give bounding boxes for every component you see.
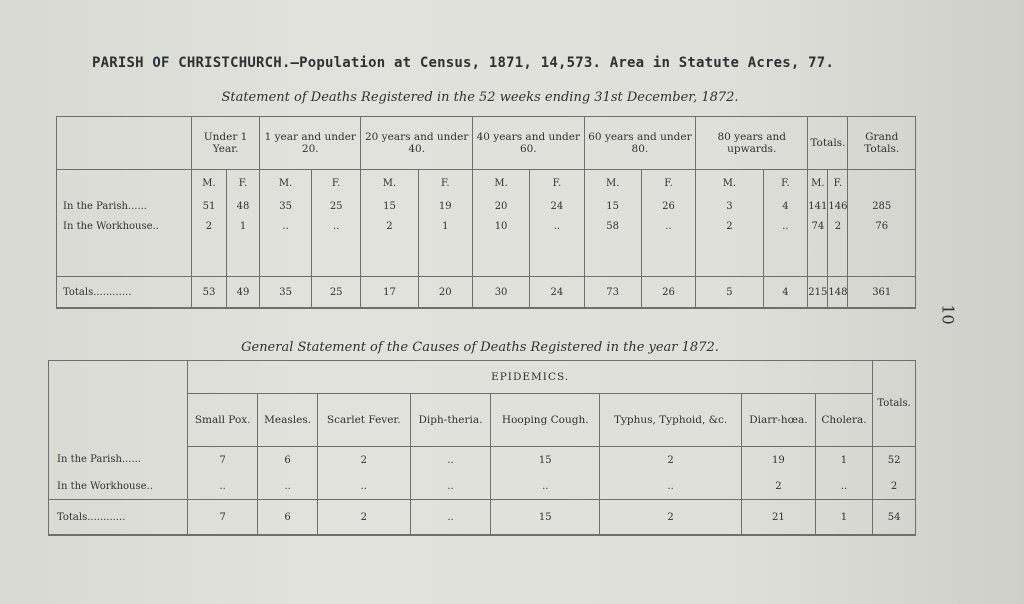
cell: 215 (808, 277, 828, 309)
row-label: In the Parish...... (57, 196, 192, 216)
cell: 25 (312, 196, 361, 216)
cell: 4 (763, 277, 808, 309)
cause-header: Typhus, Typhoid, &c. (600, 394, 742, 447)
sex-header: F. (418, 170, 472, 197)
cell: 15 (584, 196, 641, 216)
cell: 10 (472, 216, 529, 236)
cause-header: Scarlet Fever. (317, 394, 410, 447)
age-header: Under 1 Year. (192, 117, 260, 170)
sex-header: M. (584, 170, 641, 197)
page-heading: PARISH OF CHRISTCHURCH.—Population at Census, 1871, 14,573. Area in Statute Acres, 77. (92, 55, 835, 71)
age-header: Totals. (808, 117, 848, 170)
cell: 53 (192, 277, 227, 309)
cell: 35 (260, 277, 312, 309)
cell: 4 (763, 196, 808, 216)
cell: 20 (418, 277, 472, 309)
sex-header: F. (763, 170, 808, 197)
totals-row (49, 500, 916, 536)
totals-row (57, 277, 916, 309)
cell: 73 (584, 277, 641, 309)
table-row (57, 196, 916, 216)
age-header: 80 years and upwards. (696, 117, 808, 170)
cell: 2 (696, 216, 763, 236)
cell: 15 (491, 500, 600, 536)
page-number: 10 (938, 304, 958, 325)
cause-header: Hooping Cough. (491, 394, 600, 447)
cell: .. (312, 216, 361, 236)
cell: 1 (226, 216, 259, 236)
row-label: In the Workhouse.. (49, 473, 188, 500)
sex-header: F. (530, 170, 584, 197)
table2-corner (49, 361, 188, 447)
cell: 51 (192, 196, 227, 216)
cell: 15 (361, 196, 418, 216)
table-row (57, 216, 916, 236)
cell: 2 (742, 473, 816, 500)
cell: 285 (848, 196, 916, 216)
sex-header: M. (472, 170, 529, 197)
sex-header: M. (808, 170, 828, 197)
cell: 148 (828, 277, 848, 309)
cell: 52 (873, 447, 916, 474)
cell: .. (260, 216, 312, 236)
cell: 21 (742, 500, 816, 536)
totals-header: Totals. (873, 361, 916, 447)
cell: 2 (361, 216, 418, 236)
table1-corner (57, 117, 192, 170)
cell: 2 (192, 216, 227, 236)
cell: 26 (641, 277, 695, 309)
cell: 6 (258, 500, 317, 536)
cell: 2 (600, 447, 742, 474)
row-label: In the Parish...... (49, 447, 188, 474)
causes-of-death-table (48, 360, 916, 536)
age-header: 1 year and under 20. (260, 117, 361, 170)
cell: 20 (472, 196, 529, 216)
cell: .. (491, 473, 600, 500)
cell: 35 (260, 196, 312, 216)
cell: 2 (600, 500, 742, 536)
row-label: In the Workhouse.. (57, 216, 192, 236)
cell: 19 (418, 196, 472, 216)
sex-header: M. (192, 170, 227, 197)
table1-title: Statement of Deaths Registered in the 52 weeks ending 31st December, 1872. (221, 90, 739, 105)
cell: 1 (815, 500, 872, 536)
deaths-by-age-table (56, 116, 916, 309)
cell: 1 (815, 447, 872, 474)
cause-header: Measles. (258, 394, 317, 447)
sex-header: F. (828, 170, 848, 197)
cell: 2 (828, 216, 848, 236)
cause-header: Diarr-hœa. (742, 394, 816, 447)
sex-header: M. (260, 170, 312, 197)
cell: 19 (742, 447, 816, 474)
cell: 2 (317, 447, 410, 474)
sex-header: F. (641, 170, 695, 197)
cell: 2 (873, 473, 916, 500)
cell: 3 (696, 196, 763, 216)
cell: 54 (873, 500, 916, 536)
cell: .. (530, 216, 584, 236)
cause-header: Small Pox. (188, 394, 258, 447)
cell: 361 (848, 277, 916, 309)
cell: .. (410, 473, 491, 500)
cell: 30 (472, 277, 529, 309)
cell: 26 (641, 196, 695, 216)
cell: 146 (828, 196, 848, 216)
cell: .. (258, 473, 317, 500)
cause-header: Cholera. (815, 394, 872, 447)
cell: 141 (808, 196, 828, 216)
cause-header: Diph-theria. (410, 394, 491, 447)
age-header: 20 years and under 40. (361, 117, 473, 170)
cell: 6 (258, 447, 317, 474)
sex-header: F. (312, 170, 361, 197)
cell: 2 (317, 500, 410, 536)
age-header: 40 years and under 60. (472, 117, 584, 170)
cell: 1 (418, 216, 472, 236)
cell: 58 (584, 216, 641, 236)
cell: 15 (491, 447, 600, 474)
sex-header: M. (361, 170, 418, 197)
cell: .. (188, 473, 258, 500)
cell: .. (763, 216, 808, 236)
grand-totals-header: Grand Totals. (848, 117, 916, 170)
cell: 24 (530, 277, 584, 309)
cell: 7 (188, 447, 258, 474)
sex-header: M. (696, 170, 763, 197)
cell: .. (410, 500, 491, 536)
epidemics-header: EPIDEMICS. (188, 361, 873, 394)
row-label: Totals............ (57, 277, 192, 309)
cell: .. (641, 216, 695, 236)
cell: 24 (530, 196, 584, 216)
cell: .. (317, 473, 410, 500)
cell: .. (410, 447, 491, 474)
table-row (49, 473, 916, 500)
cell: .. (815, 473, 872, 500)
sex-header: F. (226, 170, 259, 197)
cell: 74 (808, 216, 828, 236)
row-label: Totals............ (49, 500, 188, 536)
table2-title: General Statement of the Causes of Deaths Registered in the year 1872. (241, 340, 719, 355)
table-row (49, 447, 916, 474)
cell: 17 (361, 277, 418, 309)
cell: 7 (188, 500, 258, 536)
cell: 5 (696, 277, 763, 309)
cell: .. (600, 473, 742, 500)
cell: 49 (226, 277, 259, 309)
cell: 48 (226, 196, 259, 216)
age-header: 60 years and under 80. (584, 117, 696, 170)
cell: 76 (848, 216, 916, 236)
cell: 25 (312, 277, 361, 309)
